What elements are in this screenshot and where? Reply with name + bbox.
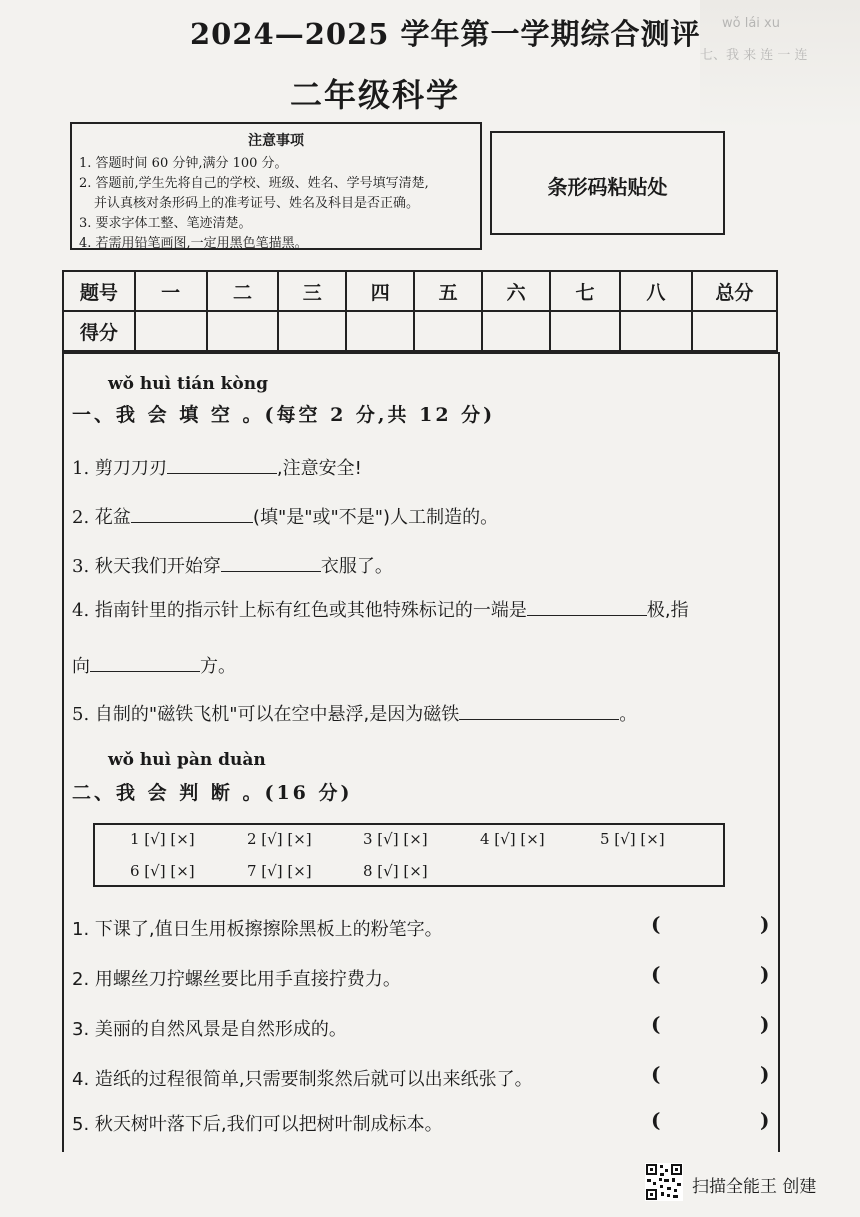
question-text: 花盆 [94,507,131,528]
answer-paren-close: ) [760,962,770,986]
exam-subtitle: 二年级科学 [290,76,461,114]
bleed-text: wǒ lái xu [722,16,780,31]
judge-question-1: 1. 下课了,值日生用板擦擦除黑板上的粉笔字。 [72,919,443,940]
score-cell: 总分 [692,271,777,311]
question-number: 5. [72,704,90,725]
answer-option[interactable]: 8 [√] [×] [363,862,428,880]
question-text: ,注意安全! [276,458,362,479]
score-input-cell[interactable] [135,311,207,351]
score-input-cell[interactable] [692,311,777,351]
score-table [62,270,778,352]
notice-item: 1. 答题时间 60 分钟,满分 100 分。 [79,156,288,171]
judge-question-4: 4. 造纸的过程很简单,只需要制浆然后就可以出来纸张了。 [72,1069,533,1090]
question-text: 向 [72,656,90,677]
score-cell: 一 [135,271,207,311]
score-input-cell[interactable] [414,311,482,351]
notice-item: 并认真核对条形码上的准考证号、姓名及科目是否正确。 [94,196,420,211]
answer-blank[interactable] [131,504,253,523]
notice-box [70,122,482,250]
answer-option[interactable]: 6 [√] [×] [130,862,195,880]
score-cell: 四 [346,271,414,311]
judge-question-2: 2. 用螺丝刀拧螺丝要比用手直接拧费力。 [72,969,401,990]
answer-option[interactable]: 1 [√] [×] [130,830,195,848]
score-cell: 八 [620,271,692,311]
answer-paren-open: ( [651,1062,661,1086]
answer-blank[interactable] [221,553,321,572]
answer-blank[interactable] [459,701,619,720]
answer-paren-open: ( [651,962,661,986]
exam-title: 2024—2025 学年第一学期综合测评 [190,17,701,51]
score-cell: 得分 [63,311,135,351]
question-text: 。 [619,704,638,725]
score-table-score-row [63,311,777,351]
scanner-watermark: 扫描全能王 创建 [692,1177,817,1197]
score-cell: 六 [482,271,550,311]
fill-question-1 [72,454,362,480]
section2-heading: 二、我 会 判 断 。(16 分) [72,782,353,804]
fill-question-4-cont [72,652,236,678]
score-input-cell[interactable] [482,311,550,351]
answer-paren-close: ) [760,912,770,936]
answer-option[interactable]: 7 [√] [×] [247,862,312,880]
question-number: 1. [72,458,90,479]
notice-title: 注意事项 [248,133,304,149]
score-input-cell[interactable] [207,311,279,351]
answer-blank[interactable] [90,653,200,672]
question-text: 指南针里的指示针上标有红色或其他特殊标记的一端是 [94,600,527,621]
question-text: 极,指 [646,600,689,621]
question-number: 4. [72,600,90,621]
score-cell: 题号 [63,271,135,311]
fill-question-2 [72,503,498,529]
fill-question-4 [72,596,689,622]
answer-paren-open: ( [651,1108,661,1132]
answer-blank[interactable] [527,597,647,616]
qr-code-icon [645,1163,683,1201]
answer-paren-close: ) [760,1062,770,1086]
question-text: 秋天我们开始穿 [94,556,221,577]
score-input-cell[interactable] [620,311,692,351]
question-number: 3. [72,556,90,577]
question-text: (填"是"或"不是")人工制造的。 [252,507,499,528]
question-text: 方。 [200,656,236,677]
notice-item: 2. 答题前,学生先将自己的学校、班级、姓名、学号填写清楚, [79,176,429,191]
question-text: 自制的"磁铁飞机"可以在空中悬浮,是因为磁铁 [94,704,460,725]
answer-option[interactable]: 3 [√] [×] [363,830,428,848]
answer-paren-open: ( [651,1012,661,1036]
score-cell: 七 [550,271,620,311]
question-number: 2. [72,507,90,528]
answer-paren-close: ) [760,1108,770,1132]
question-text: 衣服了。 [320,556,393,577]
bleed-text: 七、我 来 连 一 连 [700,48,808,63]
score-input-cell[interactable] [550,311,620,351]
answer-option[interactable]: 2 [√] [×] [247,830,312,848]
judge-question-3: 3. 美丽的自然风景是自然形成的。 [72,1019,347,1040]
fill-question-5 [72,700,637,726]
score-table-header-row [63,271,777,311]
answer-paren-open: ( [651,912,661,936]
answer-option[interactable]: 5 [√] [×] [600,830,665,848]
score-cell: 三 [278,271,346,311]
barcode-area [490,131,725,235]
score-cell: 五 [414,271,482,311]
barcode-label: 条形码粘贴处 [547,175,668,199]
score-input-cell[interactable] [278,311,346,351]
answer-paren-close: ) [760,1012,770,1036]
section1-pinyin: wǒ huì tián kòng [108,374,268,394]
notice-item: 3. 要求字体工整、笔迹清楚。 [79,216,252,231]
judge-question-5: 5. 秋天树叶落下后,我们可以把树叶制成标本。 [72,1114,443,1135]
score-cell: 二 [207,271,279,311]
question-text: 剪刀刀刃 [94,458,167,479]
score-input-cell[interactable] [346,311,414,351]
answer-option[interactable]: 4 [√] [×] [480,830,545,848]
fill-question-3 [72,552,393,578]
answer-blank[interactable] [167,455,277,474]
notice-item: 4. 若需用铅笔画图,一定用黑色笔描黑。 [79,236,308,251]
section2-pinyin: wǒ huì pàn duàn [108,750,266,770]
section1-heading: 一、我 会 填 空 。(每空 2 分,共 12 分) [72,404,496,426]
